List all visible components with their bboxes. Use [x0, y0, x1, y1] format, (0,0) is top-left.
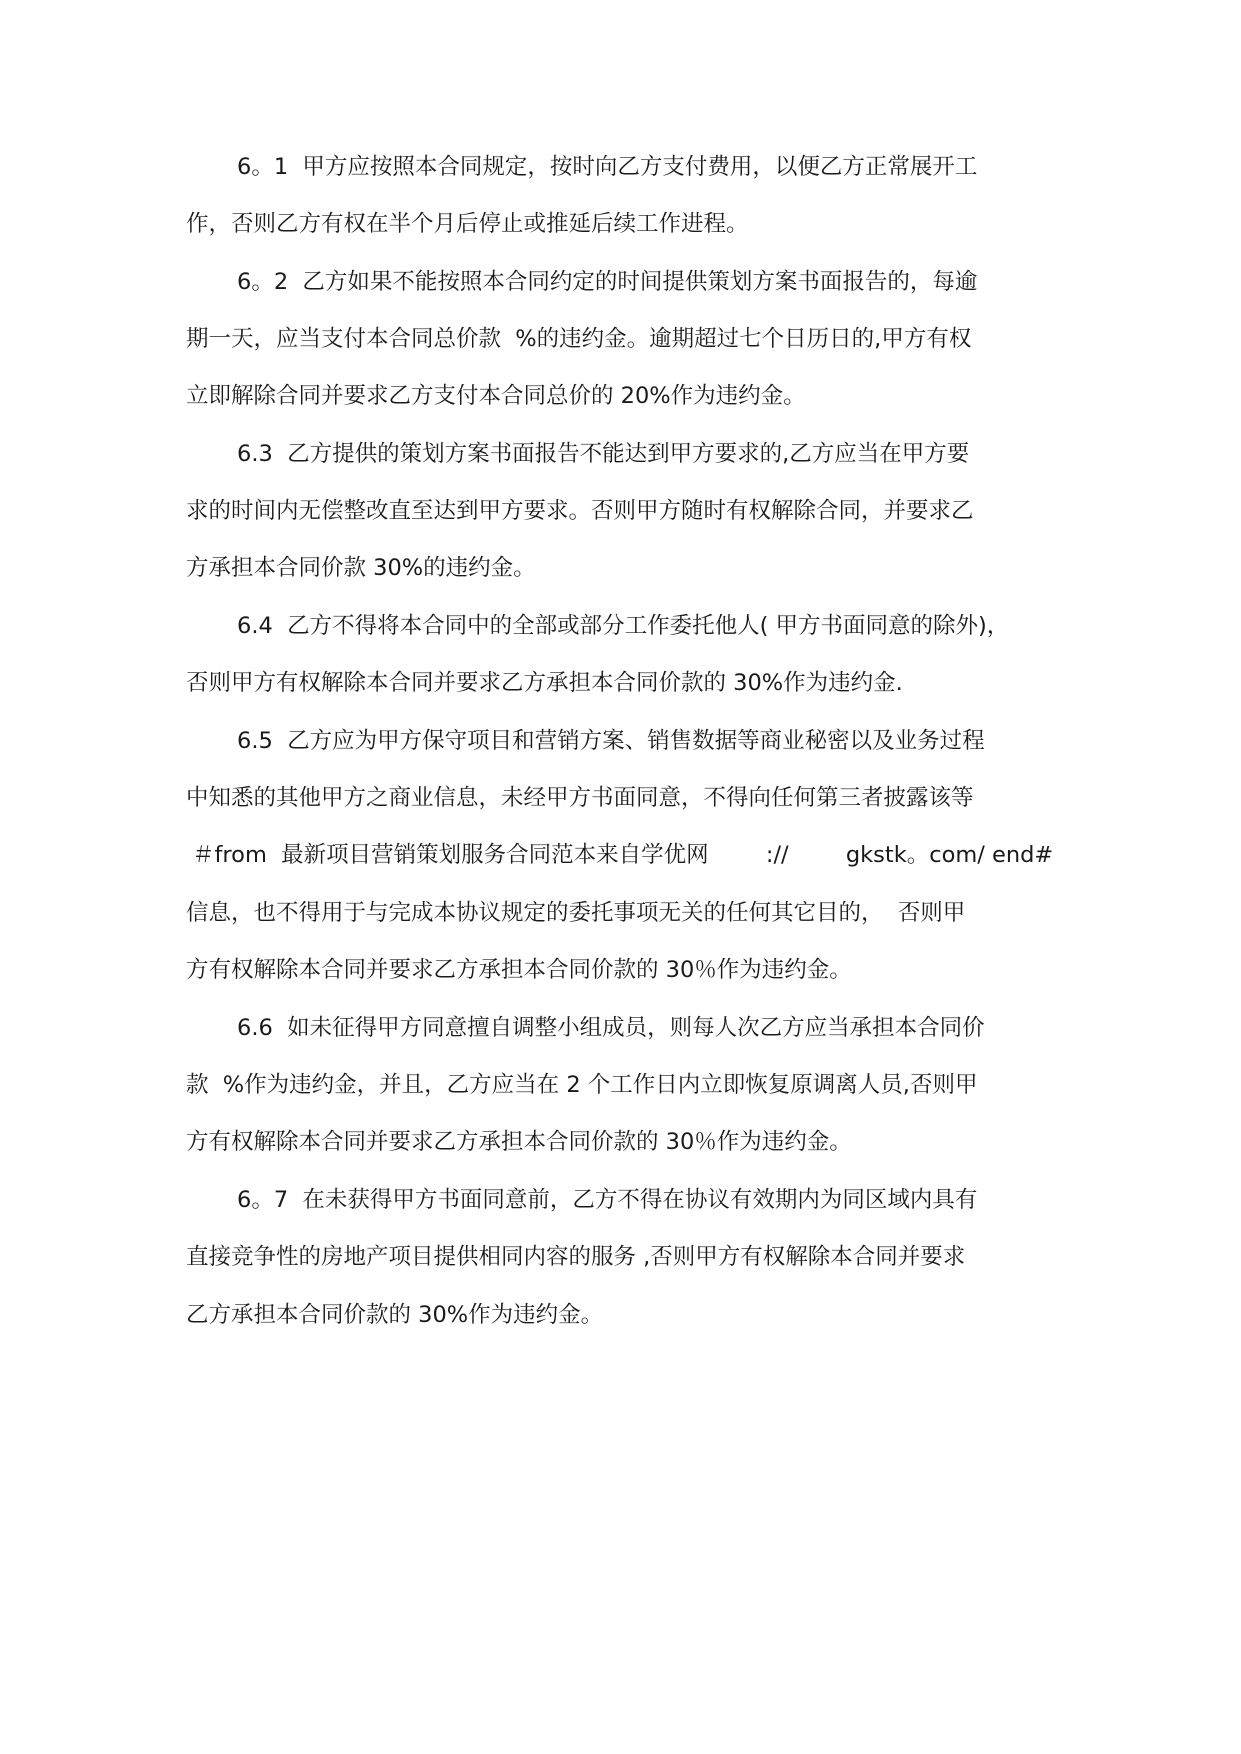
clause-6-7-line-2: 直接竞争性的房地产项目提供相同内容的服务 ,否则甲方有权解除本合同并要求 [186, 1244, 966, 1270]
clause-6-1-line-1: 6。1 甲方应按照本合同规定，按时向乙方支付费用，以便乙方正常展开工 [237, 154, 978, 180]
clause-6-7-line-1: 6。7 在未获得甲方书面同意前，乙方不得在协议有效期内为同区域内具有 [237, 1187, 978, 1213]
clause-6-2-line-3: 立即解除合同并要求乙方支付本合同总价的 20%作为违约金。 [186, 383, 806, 409]
clause-6-6-line-2: 款 %作为违约金，并且，乙方应当在 2 个工作日内立即恢复原调离人员,否则甲 [186, 1072, 978, 1098]
clause-6-5-line-2: 中知悉的其他甲方之商业信息，未经甲方书面同意，不得向任何第三者披露该等 [186, 785, 974, 811]
clause-6-3-line-2: 求的时间内无偿整改直至达到甲方要求。否则甲方随时有权解除合同，并要求乙 [186, 498, 974, 524]
clause-6-5-line-4: 方有权解除本合同并要求乙方承担本合同价款的 30％作为违约金。 [186, 957, 852, 983]
clause-6-3-line-3: 方承担本合同价款 30%的违约金。 [186, 555, 536, 581]
clause-6-5-line-3: 信息，也不得用于与完成本协议规定的委托事项无关的任何其它目的， 否则甲 [186, 900, 966, 926]
source-watermark-line: ＃from 最新项目营销策划服务合同范本来自学优网 :// gkstk。com/ end# [192, 842, 1054, 868]
clause-6-2-line-2: 期一天，应当支付本合同总价款 %的违约金。逾期超过七个日历日的,甲方有权 [186, 326, 972, 352]
clause-6-7-line-3: 乙方承担本合同价款的 30%作为违约金。 [186, 1302, 604, 1328]
clause-6-6-line-1: 6.6 如未征得甲方同意擅自调整小组成员，则每人次乙方应当承担本合同价 [237, 1015, 985, 1041]
clause-6-4-line-1: 6.4 乙方不得将本合同中的全部或部分工作委托他人( 甲方书面同意的除外)， [237, 613, 1010, 639]
clause-6-3-line-1: 6.3 乙方提供的策划方案书面报告不能达到甲方要求的,乙方应当在甲方要 [237, 441, 970, 467]
clause-6-6-line-3: 方有权解除本合同并要求乙方承担本合同价款的 30％作为违约金。 [186, 1129, 852, 1155]
clause-6-1-line-2: 作，否则乙方有权在半个月后停止或推延后续工作进程。 [186, 211, 749, 237]
clause-6-4-line-2: 否则甲方有权解除本合同并要求乙方承担本合同价款的 30%作为违约金. [186, 670, 903, 696]
clause-6-2-line-1: 6。2 乙方如果不能按照本合同约定的时间提供策划方案书面报告的，每逾 [237, 269, 978, 295]
clause-6-5-line-1: 6.5 乙方应为甲方保守项目和营销方案、销售数据等商业秘密以及业务过程 [237, 728, 985, 754]
